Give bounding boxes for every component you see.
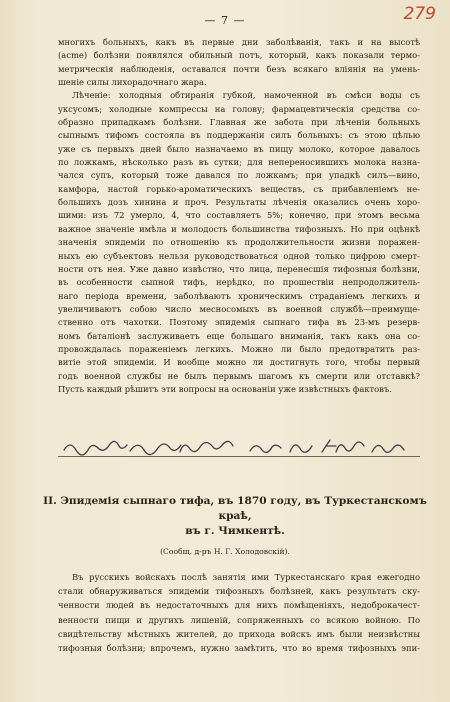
text-line: метрическія наблюденія, оставался почти безъ всякаго вліянія на умень- [58, 63, 420, 74]
page-number: — 7 — [204, 14, 246, 27]
archive-number-stamp: 279 [403, 4, 436, 24]
text-line: Лѣченіе: холодныя обтиранія губкой, намоченной въ смѣси воды съ [72, 90, 420, 101]
text-line: шими: изъ 72 умерло, 4, что составляетъ 5%; конечно, при этомъ весьма [58, 210, 420, 221]
text-line: (acme) болѣзни появлялся обильный потъ, который, какъ показали термо- [58, 50, 420, 61]
text-line: уксусомъ; холодные компрессы на голову; фармацевтическія средства со- [58, 103, 420, 114]
text-line: стали обнаруживаться эпидеміи тифозныхъ болѣзней, какъ результатъ ску- [58, 586, 420, 597]
text-line: ности отъ нея. Уже давно извѣстно, что лица, перенесшія тифозныя болѣзни, [58, 263, 420, 274]
text-line: ственно отъ чахотки. Поэтому эпидемія сыпнаго тифа въ 23-мъ резерв- [58, 317, 420, 328]
text-line: провождалась пораженіемъ легкихъ. Можно ли было предотвратить раз- [58, 343, 420, 354]
body-text-lower [58, 570, 420, 655]
text-line: камфора, настой горько-ароматическихъ веществъ, съ прибавленіемъ не- [58, 183, 420, 194]
text-line: тифозныя болѣзни; впрочемъ, нужно замѣтить, что во время тифозныхъ эпи- [58, 642, 420, 653]
text-line: въ особенности сыпной тифъ, нерѣдко, по прошествіи непродолжитель- [58, 277, 420, 288]
text-line: ныхъ ею субъектовъ нельзя руководствоваться одной только цифрою смерт- [58, 250, 420, 261]
text-line: номъ баталіонѣ заслуживаетъ еще большаго вниманія, такъ какъ она со- [58, 330, 420, 341]
section-title-line: въ г. Чимкентѣ. [185, 525, 285, 537]
text-line: по ложкамъ, нѣсколько разъ въ сутки; для непереносившихъ молока назна- [58, 157, 420, 168]
text-line: венности пищи и другихъ лишеній, сопряженныхъ со всякою войною. По [58, 614, 420, 625]
text-line: чался супъ, который тоже давался по ложкамъ; при упадкѣ силъ—вино, [58, 170, 420, 181]
text-line: увеличиваютъ собою число месносомыхъ въ военной службѣ—преимуще- [58, 303, 420, 314]
text-line: значенія эпидеміи по отношенію къ продолжительности жизни поражен- [58, 237, 420, 248]
text-line: образно припадкамъ болѣзни. Главная же забота при лѣченіи больныхъ [58, 117, 420, 128]
author-note: (Сообщ. д-ръ Н. Г. Холодовскій). [160, 547, 290, 556]
handwriting-scribble-icon [60, 436, 422, 458]
text-line: уже съ первыхъ дней было назначаемо въ пищу молоко, которое давалось [58, 143, 420, 154]
handwritten-annotation [60, 436, 422, 462]
text-line: сыпнымъ тифомъ состояла въ поддержаніи силъ больныхъ: съ этою цѣлью [58, 130, 420, 141]
section-title [40, 494, 430, 539]
text-line: важное значеніе имѣла и молодость большинства тифозныхъ. Но при оцѣнкѣ [58, 223, 420, 234]
text-line: наго періода времени, заболѣваютъ хроническимъ страданіемъ легкихъ и [58, 290, 420, 301]
text-line: Пусть каждый рѣшитъ эти вопросы на основаніи уже извѣстныхъ фактовъ. [58, 383, 392, 394]
text-line: шеніе силы лихорадочнаго жара. [58, 77, 207, 88]
body-text-upper [58, 36, 420, 396]
text-line: многихъ больныхъ, какъ въ первые дни заболѣванія, такъ и на высотѣ [58, 37, 420, 47]
text-line: свидѣтельству мѣстныхъ жителей, до прихода войскъ имъ были неизвѣстны [58, 628, 420, 639]
section-title-line: II. Эпидемія сыпнаго тифа, въ 1870 году, въ Туркестанскомъ краѣ, [43, 495, 427, 522]
text-line: большихъ дозъ хинина и проч. Результаты лѣченія оказались очень хоро- [58, 197, 420, 208]
text-line: годъ военной службы не былъ первымъ шагомъ къ смерти или отставкѣ? [58, 370, 420, 381]
divider [58, 456, 420, 457]
text-line: ченности людей въ недостаточныхъ для нихъ помѣщеніяхъ, недоброкачест- [58, 600, 420, 611]
text-line: Въ русскихъ войскахъ послѣ занятія ими Туркестанскаго края ежегодно [72, 572, 420, 582]
text-line: витіе этой эпидеміи. И вообще можно ли достигнуть того, чтобы первый [58, 357, 420, 368]
